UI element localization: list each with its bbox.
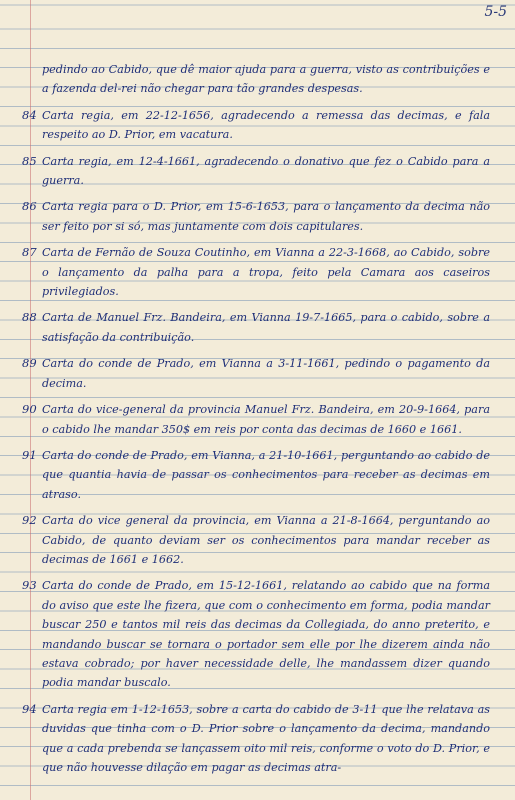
list-item (22, 576, 490, 692)
entry-text: Carta de Fernão de Souza Coutinho, em Vianna a 22-3-1668, ao Cabido, sobre o lançamento da palha para a tropa, feito pela Camara aos caseiros privilegiados. (42, 246, 490, 299)
entry-text: Carta do conde de Prado, em Vianna, a 21-10-1661, perguntando ao cabido de que quantia havia de passar os conhecimentos para receber as decimas em atraso. (42, 448, 490, 501)
entry-number: 86 (22, 199, 37, 214)
continuation-entry (22, 60, 490, 99)
entry-text: Carta regia, em 22-12-1656, agradecendo a remessa das decimas, e fala respeito ao D. Prior, em vacatura. (42, 108, 490, 142)
entry-number: 93 (22, 578, 37, 593)
entry-number: 90 (22, 402, 37, 417)
list-item (22, 197, 490, 236)
page-number: 5-5 (484, 4, 507, 20)
list-item (22, 400, 490, 439)
entry-number: 88 (22, 310, 37, 325)
list-item (22, 152, 490, 191)
entry-number: 92 (22, 513, 37, 528)
entry-text: pedindo ao Cabido, que dê maior ajuda para a guerra, visto as contribuições e a fazenda del-rei não chegar para tão grandes despesas. (42, 63, 490, 96)
entry-text: Carta do conde de Prado, em Vianna a 3-11-1661, pedindo o pagamento da decima. (42, 357, 490, 390)
entries-list (22, 60, 490, 784)
list-item (22, 243, 490, 301)
entry-text: Carta do conde de Prado, em 15-12-1661, relatando ao cabido que na forma do aviso que este lhe fizera, que com o conhecimento em forma, podia mandar buscar 250 e tantos mil reis das decimas da Collegiada, do anno preterito, e mandando buscar se tornara o portador sem elle por lhe dizerem ainda não estava cobrado; por haver necessidade delle, lhe mandassem dizer quando podia mandar buscalo. (42, 579, 490, 690)
entry-number: 87 (22, 245, 37, 260)
list-item (22, 700, 490, 778)
entry-text: Carta do vice-general da provincia Manuel Frz. Bandeira, em 20-9-1664, para o cabido lhe mandar 350$ em reis por conta das decimas de 1660 e 1661. (42, 403, 490, 436)
list-item (22, 354, 490, 393)
entry-text: Carta do vice general da provincia, em Vianna a 21-8-1664, perguntando ao Cabido, de quanto deviam ser os conhecimentos para mandar receber as decimas de 1661 e 1662. (42, 514, 490, 566)
entry-text: Carta regia, em 12-4-1661, agradecendo o donativo que fez o Cabido para a guerra. (42, 154, 490, 188)
list-item (22, 106, 490, 145)
entry-number: 94 (22, 701, 37, 716)
entry-text: Carta regia para o D. Prior, em 15-6-1653, para o lançamento da decima não ser feito por si só, mas juntamente com dois capitulares. (42, 200, 490, 233)
list-item (22, 511, 490, 569)
entry-number: 89 (22, 356, 37, 371)
list-item (22, 446, 490, 504)
list-item (22, 308, 490, 347)
entry-number: 84 (22, 107, 37, 122)
entry-text: Carta de Manuel Frz. Bandeira, em Vianna 19-7-1665, para o cabido, sobre a satisfação da contribuição. (42, 311, 490, 344)
entry-number (22, 60, 42, 99)
entry-number: 91 (22, 447, 37, 462)
entry-number: 85 (22, 153, 37, 168)
entry-text: Carta regia em 1-12-1653, sobre a carta do cabido de 3-11 que lhe relatava as duvidas que tinha com o D. Prior sobre o lançamento da decima, mandando que a cada prebenda se lançassem oito mil reis, conforme o voto do D. Prior, e que não houvesse dilação em pagar as decimas atra- (42, 702, 490, 774)
